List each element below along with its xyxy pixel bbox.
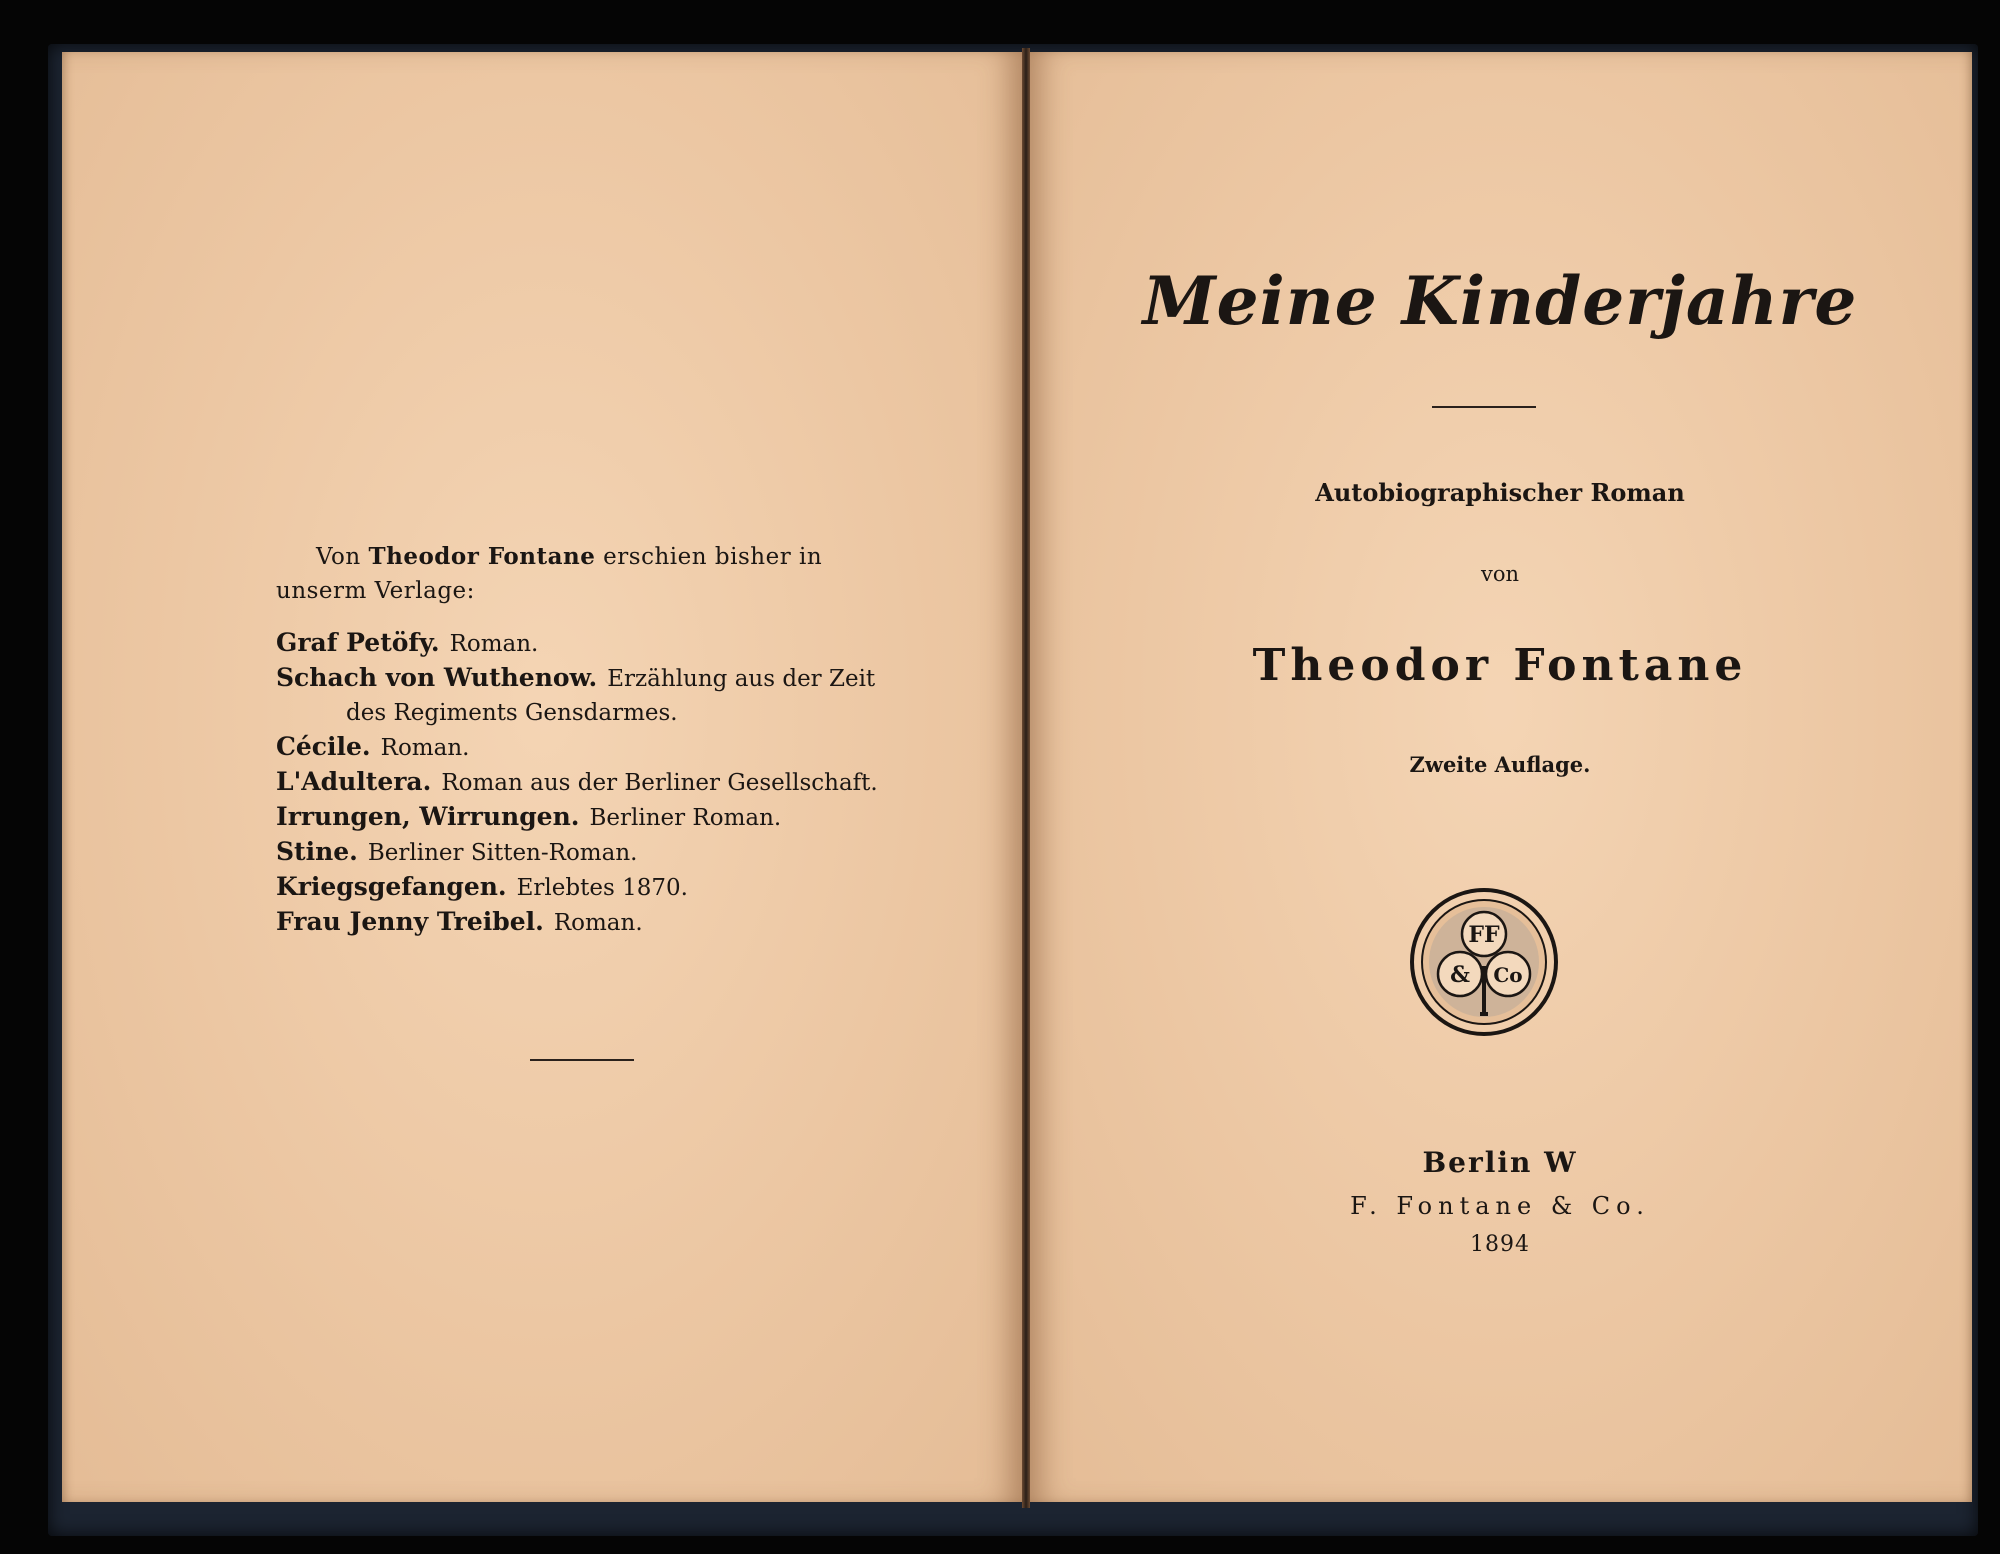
work-item [276, 870, 896, 905]
book-title: Meine Kinderjahre [1142, 262, 1858, 340]
work-title: Graf Petöfy. [276, 628, 440, 657]
publisher-name: F. Fontane & Co. [1350, 1192, 1650, 1220]
intro-prefix: Von [316, 544, 369, 570]
works-list [276, 540, 896, 940]
title-divider [1432, 406, 1536, 408]
work-title: Stine. [276, 837, 358, 866]
work-desc: Roman. [553, 910, 643, 936]
work-item [276, 905, 896, 940]
intro-author: Theodor Fontane [368, 543, 596, 570]
publication-year: 1894 [1470, 1232, 1530, 1257]
by-line: von [1480, 562, 1520, 586]
work-desc: Roman. [449, 631, 539, 657]
work-title: Kriegsgefangen. [276, 872, 507, 901]
work-item [276, 661, 896, 730]
seal-right-text: Co [1493, 963, 1523, 987]
work-title: L'Adultera. [276, 767, 432, 796]
publication-place: Berlin W [1422, 1146, 1578, 1179]
work-desc: Berliner Sitten-Roman. [367, 840, 638, 866]
work-title: Frau Jenny Treibel. [276, 907, 544, 936]
seal-left-text: & [1450, 962, 1470, 988]
work-desc-cont: des Regiments Gensdarmes. [346, 700, 678, 726]
work-title: Irrungen, Wirrungen. [276, 802, 580, 831]
work-desc: Erlebtes 1870. [516, 875, 688, 901]
left-divider [530, 1059, 634, 1061]
seal-top-text: FF [1468, 922, 1500, 948]
work-desc: Erzählung aus der Zeit [607, 666, 876, 692]
works-intro [276, 540, 896, 608]
work-desc: Roman aus der Berliner Gesellschaft. [441, 770, 878, 796]
intro-suffix: erschien bisher in unserm Verlage: [276, 544, 823, 604]
publisher-seal-icon [1408, 886, 1560, 1038]
work-title: Schach von Wuthenow. [276, 663, 598, 692]
book-gutter [1022, 48, 1030, 1508]
author-name: Theodor Fontane [1252, 640, 1748, 691]
work-item [276, 800, 896, 835]
work-item [276, 626, 896, 661]
work-item [276, 730, 896, 765]
book-subtitle: Autobiographischer Roman [1315, 478, 1685, 507]
work-title: Cécile. [276, 732, 371, 761]
work-item [276, 835, 896, 870]
work-item [276, 765, 896, 800]
edition-label: Zweite Auflage. [1409, 752, 1591, 777]
work-desc: Roman. [380, 735, 470, 761]
work-desc: Berliner Roman. [589, 805, 782, 831]
